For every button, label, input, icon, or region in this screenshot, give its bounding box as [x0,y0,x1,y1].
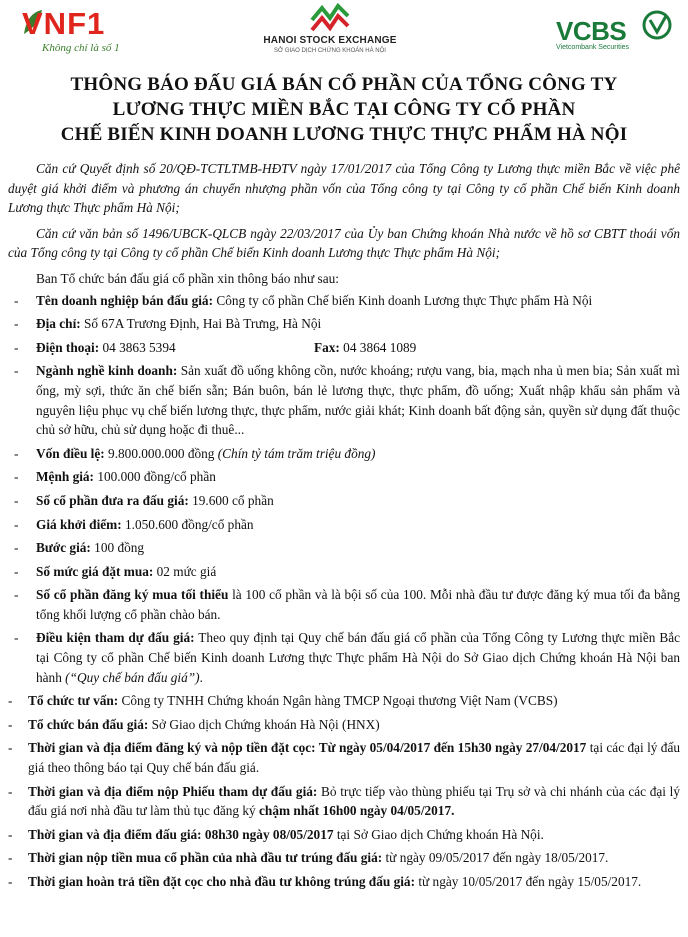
item-value: 02 mức giá [153,563,217,579]
item-label: Tổ chức bán đấu giá: [28,716,149,732]
item-label: Thời gian hoàn trả tiền đặt cọc cho nhà đầu tư không trúng đấu giá: [28,874,415,889]
item-value: 19.600 cổ phần [188,492,274,508]
list-item-conditions [8,628,680,687]
item-label: Thời gian và địa điểm nộp Phiếu tham dự đấu giá: [28,783,318,799]
item-label: Mệnh giá: [36,469,94,485]
list-item-advisor [8,691,680,711]
preamble-paragraph-1: Căn cứ Quyết định số 20/QĐ-TCTLTMB-HĐTV ngày 17/01/2017 của Tổng Công ty Lương thực miền Bắc về việc phê duyệt giá khởi điểm và phương án chuyển nhượng phần vốn của Tổng công ty tại Công ty cổ phần Chế biến Kinh doanh Lương thực Thực phẩm Hà Nội; [8,161,680,216]
list-item-price-step [8,538,680,558]
item-label: Thời gian và địa điểm đăng ký và nộp tiền đặt cọc: Từ ngày 05/04/2017 đến 15h30 ngày 27/04/2017 [28,740,587,756]
hnx-logo [250,2,410,58]
list-item-capital [8,444,680,464]
fax-label: Fax: [314,339,340,355]
item-value: là 100 cổ phần và là bội số của 100. Mỗi nhà đầu tư được đăng ký mua tối đa bằng tổng khối lượng cổ phần chào bán. [36,587,680,622]
header-logos [0,0,688,64]
hnx-logo-name: HANOI STOCK EXCHANGE [263,35,397,46]
hnx-logo-subtitle: SỞ GIAO DỊCH CHỨNG KHOÁN HÀ NỘI [274,48,386,54]
item-value: 100.000 đồng/cổ phần [94,469,216,485]
item-label: Thời gian nộp tiền mua cổ phần của nhà đầu tư trúng đấu giá: [28,850,383,866]
intro-line: Ban Tổ chức bán đấu giá cổ phần xin thông báo như sau: [36,270,339,286]
item-value: Công ty cổ phần Chế biến Kinh doanh Lương thực Thực phẩm Hà Nội [213,292,593,308]
item-note: (Chín tỷ tám trăm triệu đồng) [217,445,376,461]
item-label: Số mức giá đặt mua: [36,563,154,579]
item-label: Điện thoại: [36,339,100,355]
list-item-phone [8,338,680,358]
item-label: Số cổ phần đưa ra đấu giá: [36,492,189,508]
auction-details-list [8,291,680,688]
item-label: Bước giá: [36,540,91,556]
vnf1-slogan: Không chỉ là số 1 [42,42,120,54]
item-label: Địa chỉ: [36,316,81,332]
item-value: Theo quy định tại Quy chế bán đấu giá cổ phần của Tổng Công ty Lương thực miền Bắc tại Công ty cổ phần Chế biến Kinh doanh Lương thực Thực phẩm Hà Nội do Sở Giao dịch Chứng khoán Hà Nội ban hành [36,630,680,685]
item-label: Giá khởi điểm: [36,516,122,532]
list-item-start-price [8,515,680,535]
item-value: từ ngày 09/05/2017 đến ngày 18/05/2017. [382,850,609,866]
item-label: Số cổ phần đăng ký mua tối thiểu [36,587,229,603]
vcbs-logo [556,6,676,58]
item-value: Sở Giao dịch Chứng khoán Hà Nội (HNX) [148,716,380,732]
list-item-ballot [8,782,680,821]
vcbs-check-icon [642,10,672,40]
list-item-organizer [8,715,680,735]
title-line-2: LƯƠNG THỰC MIỀN BẮC TẠI CÔNG TY CỔ PHẦN [112,99,576,120]
list-item-business [8,361,680,439]
title-line-1: THÔNG BÁO ĐẤU GIÁ BÁN CỔ PHẦN CỦA TỔNG CÔNG TY [70,74,618,95]
item-value: Công ty TNHH Chứng khoán Ngân hàng TMCP Ngoại thương Việt Nam (VCBS) [118,693,558,709]
fax-value: 04 3864 1089 [339,339,417,355]
list-item-shares [8,491,680,511]
item-deadline: chậm nhất 16h00 ngày 04/05/2017. [259,803,455,819]
hnx-mark-icon [308,2,352,34]
item-value: Bỏ trực tiếp vào thùng phiếu tại Trụ sở và chi nhánh của các đại lý đấu giá nơi nhà đầu tư làm thủ tục đăng ký [28,783,680,819]
vcbs-logo-subtitle: Vietcombank Securities [556,44,630,51]
title-line-3: CHẾ BIẾN KINH DOANH LƯƠNG THỰC THỰC PHẨM HÀ NỘI [60,124,628,145]
item-note: (“Quy chế bán đấu giá”) [65,669,200,685]
document-title [0,72,688,147]
list-item-price-levels [8,562,680,582]
item-label: Tổ chức tư vấn: [28,693,119,709]
item-label: Điều kiện tham dự đấu giá: [36,630,195,646]
item-label: Tên doanh nghiệp bán đấu giá: [36,292,213,308]
auction-schedule-list [8,691,680,891]
item-value: 9.800.000.000 đồng [104,445,218,461]
fax-group [314,338,416,358]
list-item-min-registration [8,585,680,624]
vnf1-logo [22,6,162,58]
document-body [8,159,680,896]
item-label: Thời gian và địa điểm đấu giá: 08h30 ngày 08/05/2017 [28,826,334,842]
list-item-auction [8,825,680,845]
item-label: Ngành nghề kinh doanh: [36,363,178,379]
item-value: từ ngày 10/05/2017 đến ngày 15/05/2017. [415,874,642,889]
list-item-company [8,291,680,311]
list-item-payment [8,848,680,868]
item-value: Sản xuất đồ uống không cồn, nước khoáng; rượu vang, bia, mạch nha ủ men bia; Sản xuất mì ống, mỳ sợi, thức ăn chế biến sẵn; Bán buôn, bán lẻ lương thực, thực phẩm, đồ uống; Xuất nhập khẩu sản phẩm và nguyên liệu phục vụ chế biến lương thực, thực phẩm, nước giải khát; Kinh doanh bất động sản, quyền sử dụng đất thuộc chủ sở hữu, chủ sử dụng hoặc đi thuê... [36,363,681,438]
item-value: 100 đồng [90,540,145,556]
list-item-par-value [8,467,680,487]
item-value: tại Sở Giao dịch Chứng khoán Hà Nội. [333,826,544,842]
item-value: tại các đại lý đấu giá theo thông báo tại Quy chế bán đấu giá. [28,740,681,776]
item-label: Vốn điều lệ: [36,445,105,461]
item-value: Số 67A Trương Định, Hai Bà Trưng, Hà Nội [80,316,322,332]
item-value: 04 3863 5394 [99,339,176,355]
vnf1-logo-text: VNF1 [22,6,106,41]
vcbs-logo-name: VCBS [556,16,627,46]
list-item-deposit [8,738,680,777]
item-end: . [199,669,203,685]
list-item-address [8,314,680,334]
preamble-paragraph-2: Căn cứ văn bản số 1496/UBCK-QLCB ngày 22/03/2017 của Ủy ban Chứng khoán Nhà nước về hồ sơ CBTT thoái vốn của Tổng công ty tại Công ty cổ phần Chế biến Kinh doanh Lương thực Thực phẩm Hà Nội; [8,225,680,261]
list-item-refund [8,872,680,892]
item-value: 1.050.600 đồng/cổ phần [121,516,254,532]
